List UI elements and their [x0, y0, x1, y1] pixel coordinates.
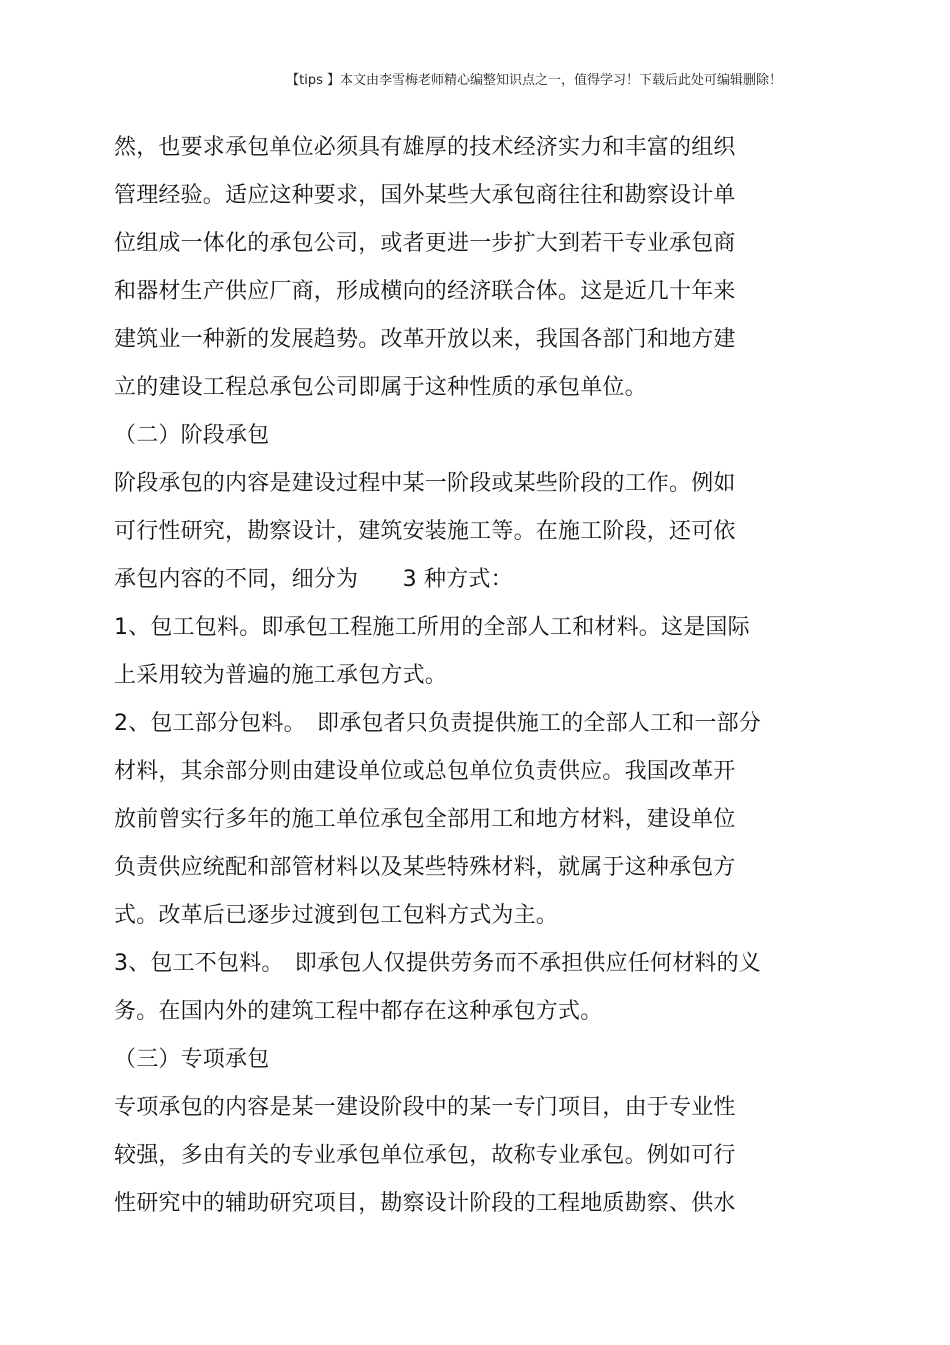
paragraph-line: 专项承包的内容是某一建设阶段中的某一专门项目，由于专业性	[114, 1095, 736, 1120]
paragraph-line: 式。改革后已逐步过渡到包工包料方式为主。	[114, 903, 559, 928]
paragraph-line: 上采用较为普遍的施工承包方式。	[114, 663, 448, 688]
document-body	[114, 124, 794, 1228]
paragraph-line: 管理经验。适应这种要求，国外某些大承包商往往和勘察设计单	[114, 183, 736, 208]
paragraph-line: 材料，其余部分则由建设单位或总包单位负责供应。我国改革开	[114, 759, 736, 784]
paragraph-line: 较强，多由有关的专业承包单位承包，故称专业承包。例如可行	[114, 1143, 736, 1168]
paragraph-line: 性研究中的辅助研究项目，勘察设计阶段的工程地质勘察、供水	[114, 1191, 736, 1216]
list-item-2: 2、包工部分包料。 即承包者只负责提供施工的全部人工和一部分	[114, 711, 761, 736]
paragraph-line: 和器材生产供应厂商，形成横向的经济联合体。这是近几十年来	[114, 279, 736, 304]
paragraph-line: 立的建设工程总承包公司即属于这种性质的承包单位。	[114, 375, 647, 400]
header-tips-note: 【tips 】本文由李雪梅老师精心编整知识点之一，值得学习！下载后此处可编辑删除！	[286, 73, 782, 88]
paragraph-line: 然，也要求承包单位必须具有雄厚的技术经济实力和丰富的组织	[114, 135, 736, 160]
paragraph-line: 位组成一体化的承包公司，或者更进一步扩大到若干专业承包商	[114, 231, 736, 256]
paragraph-line: 阶段承包的内容是建设过程中某一阶段或某些阶段的工作。例如	[114, 471, 736, 496]
paragraph-line: 建筑业一种新的发展趋势。改革开放以来，我国各部门和地方建	[114, 327, 736, 352]
list-item-1: 1、包工包料。即承包工程施工所用的全部人工和材料。这是国际	[114, 615, 750, 640]
paragraph-line: 负责供应统配和部管材料以及某些特殊材料，就属于这种承包方	[114, 855, 736, 880]
list-item-3: 3、包工不包料。 即承包人仅提供劳务而不承担供应任何材料的义	[114, 951, 761, 976]
paragraph-line: 务。在国内外的建筑工程中都存在这种承包方式。	[114, 999, 603, 1024]
section-heading-stage-contracting: （二）阶段承包	[114, 423, 270, 448]
paragraph-line: 放前曾实行多年的施工单位承包全部用工和地方材料，建设单位	[114, 807, 736, 832]
section-heading-specialized-contracting: （三）专项承包	[114, 1047, 270, 1072]
paragraph-line: 可行性研究，勘察设计，建筑安装施工等。在施工阶段，还可依	[114, 519, 736, 544]
paragraph-line: 承包内容的不同，细分为 3 种方式：	[114, 567, 513, 592]
